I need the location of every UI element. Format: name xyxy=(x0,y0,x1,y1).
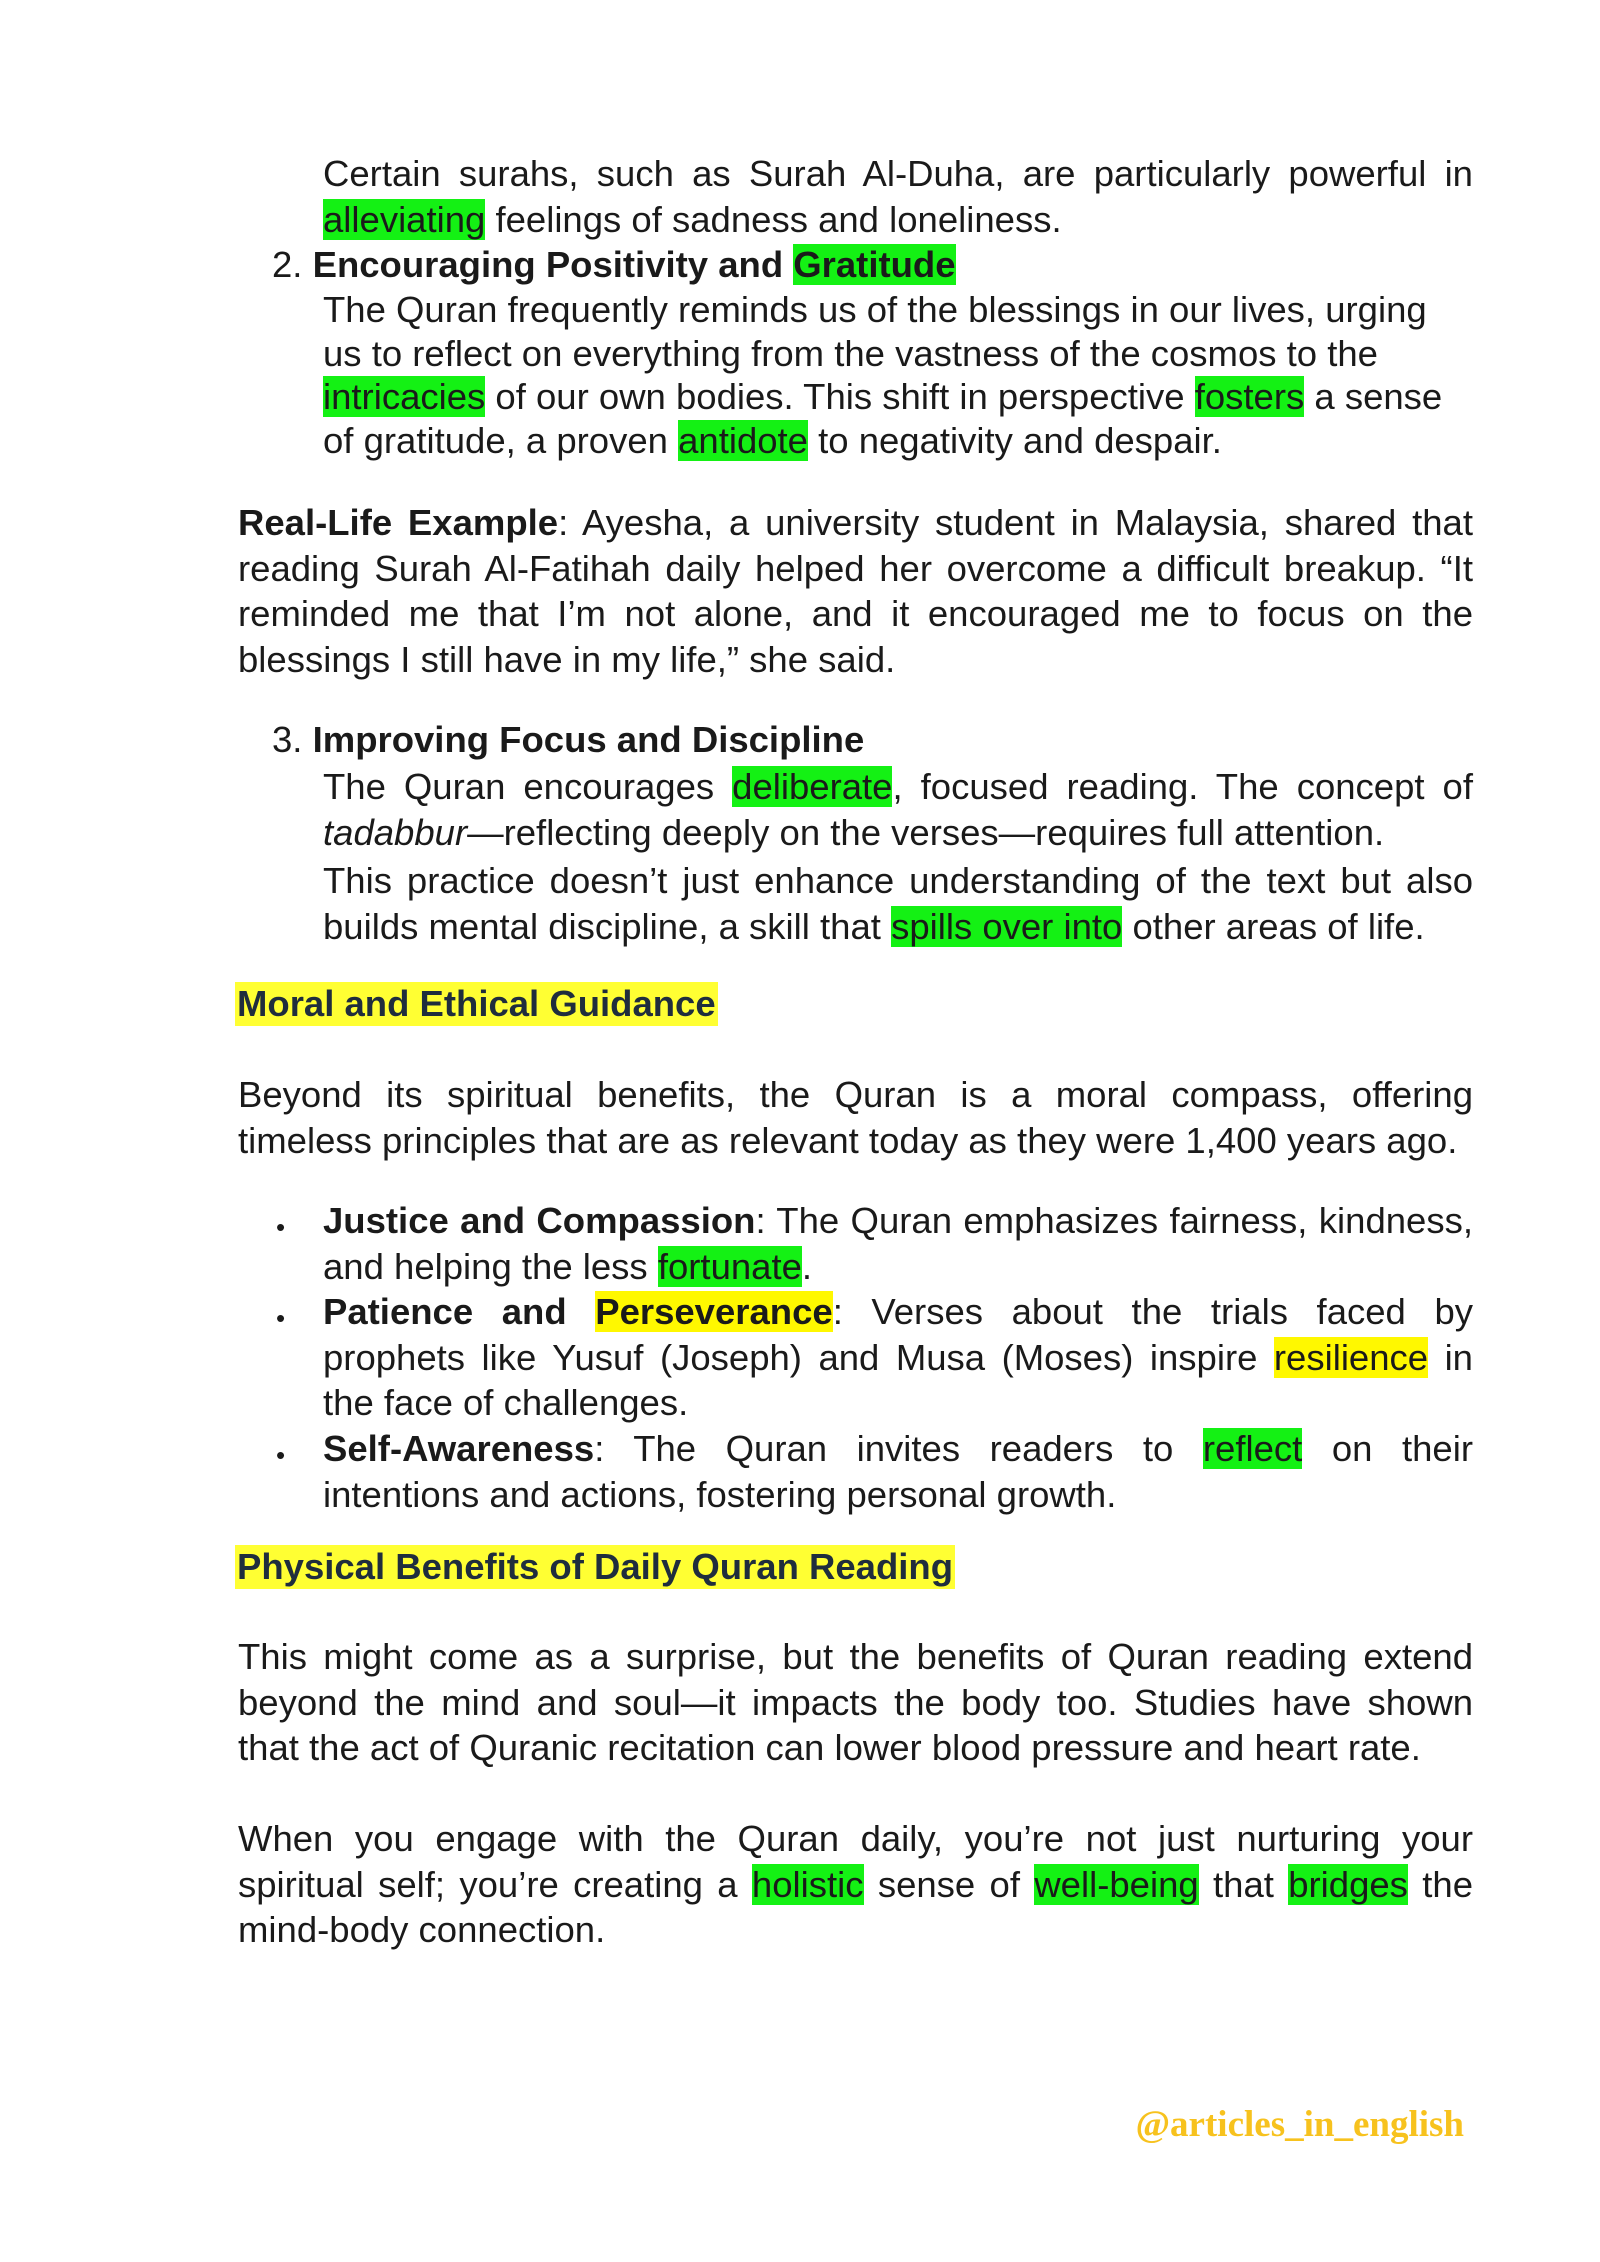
bullet-marker: • xyxy=(276,1212,286,1242)
item-2-body xyxy=(323,288,1473,462)
item-3-practice xyxy=(323,858,1473,949)
highlight-reflect: reflect xyxy=(1202,1428,1303,1469)
highlight-spills-over-into: spills over into xyxy=(891,905,1123,947)
bullet-marker: • xyxy=(276,1440,286,1470)
bullet-label: Patience and xyxy=(323,1291,596,1332)
example-label: Real-Life Example xyxy=(238,502,559,543)
bullet-marker: • xyxy=(276,1303,286,1333)
text-run: : The Quran emphasizes fairness, kindness, and helping the less xyxy=(323,1200,1473,1287)
text-run: sense of xyxy=(863,1863,1035,1905)
italic-tadabbur: tadabbur xyxy=(323,811,468,853)
text-run: —reflecting deeply on the verses—requires full attention. xyxy=(467,811,1385,853)
text-run: on their intentions and actions, fostering personal growth. xyxy=(323,1428,1473,1515)
text-run: other areas of life. xyxy=(1122,905,1425,947)
text-run: a sense of gratitude, a proven xyxy=(323,376,1443,461)
section-heading-physical: Physical Benefits of Daily Quran Reading xyxy=(237,1546,953,1587)
item-3-number: 3. xyxy=(272,719,303,760)
highlight-antidote: antidote xyxy=(678,419,808,461)
text-run: Certain surahs, such as Surah Al-Duha, are particularly powerful in xyxy=(323,153,1473,194)
text-run: , focused reading. The concept of xyxy=(892,766,1474,807)
text-run: of our own bodies. This shift in perspective xyxy=(485,376,1195,417)
section-heading-moral: Moral and Ethical Guidance xyxy=(237,983,716,1024)
item-3-title-text: Improving Focus and Discipline xyxy=(312,719,865,760)
text-run: that xyxy=(1198,1863,1289,1905)
highlight-well-being: well-being xyxy=(1034,1863,1199,1905)
item-3-title xyxy=(272,717,864,763)
bullet-patience xyxy=(323,1289,1473,1426)
text-run: the mind-body connection. xyxy=(238,1863,1474,1950)
highlight-resilience: resilience xyxy=(1273,1336,1429,1378)
example-text: : Ayesha, a university student in Malaysia, shared that reading Surah Al-Fatihah daily helped her overcome a difficult breakup. “It reminded me that I’m not alone, and it encouraged me to focus on the blessings I still have in my life,” she said. xyxy=(238,502,1473,680)
text-run: : The Quran invites readers to xyxy=(594,1428,1203,1469)
bullet-label: Justice and Compassion xyxy=(323,1200,756,1241)
highlight-perseverance: Perseverance xyxy=(595,1291,833,1332)
text-run: This practice doesn’t just enhance understanding of the text but also builds mental discipline, a skill that xyxy=(323,860,1473,947)
text-run: in the face of challenges. xyxy=(323,1336,1473,1423)
text-run: The Quran encourages xyxy=(323,766,733,807)
highlight-deliberate: deliberate xyxy=(732,766,893,807)
text-run: : Verses about the trials faced by prophets like Yusuf (Joseph) and Musa (Moses) inspire xyxy=(323,1291,1473,1378)
bullet-label: Self-Awareness xyxy=(323,1428,595,1469)
physical-paragraph-2 xyxy=(238,1816,1473,1953)
bullet-justice xyxy=(323,1198,1473,1289)
highlight-holistic: holistic xyxy=(751,1863,864,1905)
highlight-gratitude: Gratitude xyxy=(793,244,956,285)
text-run: When you engage with the Quran daily, you’re not just nurturing your spiritual self; you’re creating a xyxy=(238,1818,1473,1905)
item-2-number: 2. xyxy=(272,244,303,285)
item-2-title-text: Encouraging Positivity and xyxy=(312,244,794,285)
highlight-intricacies: intricacies xyxy=(323,376,486,417)
intro-paragraph xyxy=(323,151,1473,242)
bullet-self-awareness xyxy=(323,1426,1473,1517)
real-life-example xyxy=(238,500,1473,682)
highlight-fortunate: fortunate xyxy=(657,1245,802,1287)
text-run: . xyxy=(801,1245,813,1287)
text-run: feelings of sadness and loneliness. xyxy=(485,198,1062,240)
item-2-title xyxy=(272,242,956,288)
item-3-body xyxy=(323,764,1473,855)
highlight-bridges: bridges xyxy=(1288,1863,1408,1905)
text-run: to negativity and despair. xyxy=(807,419,1222,461)
physical-paragraph-1: This might come as a surprise, but the benefits of Quran reading extend beyond the mind and soul—it impacts the body too. Studies have shown that the act of Quranic recitation can lower blood pressure and heart rate. xyxy=(238,1636,1473,1768)
text-run: The Quran frequently reminds us of the blessings in our lives, urging us to reflect on everything from the vastness of the cosmos to the xyxy=(323,289,1427,374)
watermark-handle: @articles_in_english xyxy=(1135,2104,1464,2145)
moral-intro: Beyond its spiritual benefits, the Quran is a moral compass, offering timeless principles that are as relevant today as they were 1,400 years ago. xyxy=(238,1074,1473,1161)
highlight-fosters: fosters xyxy=(1194,376,1305,417)
highlight-alleviating: alleviating xyxy=(323,198,486,240)
